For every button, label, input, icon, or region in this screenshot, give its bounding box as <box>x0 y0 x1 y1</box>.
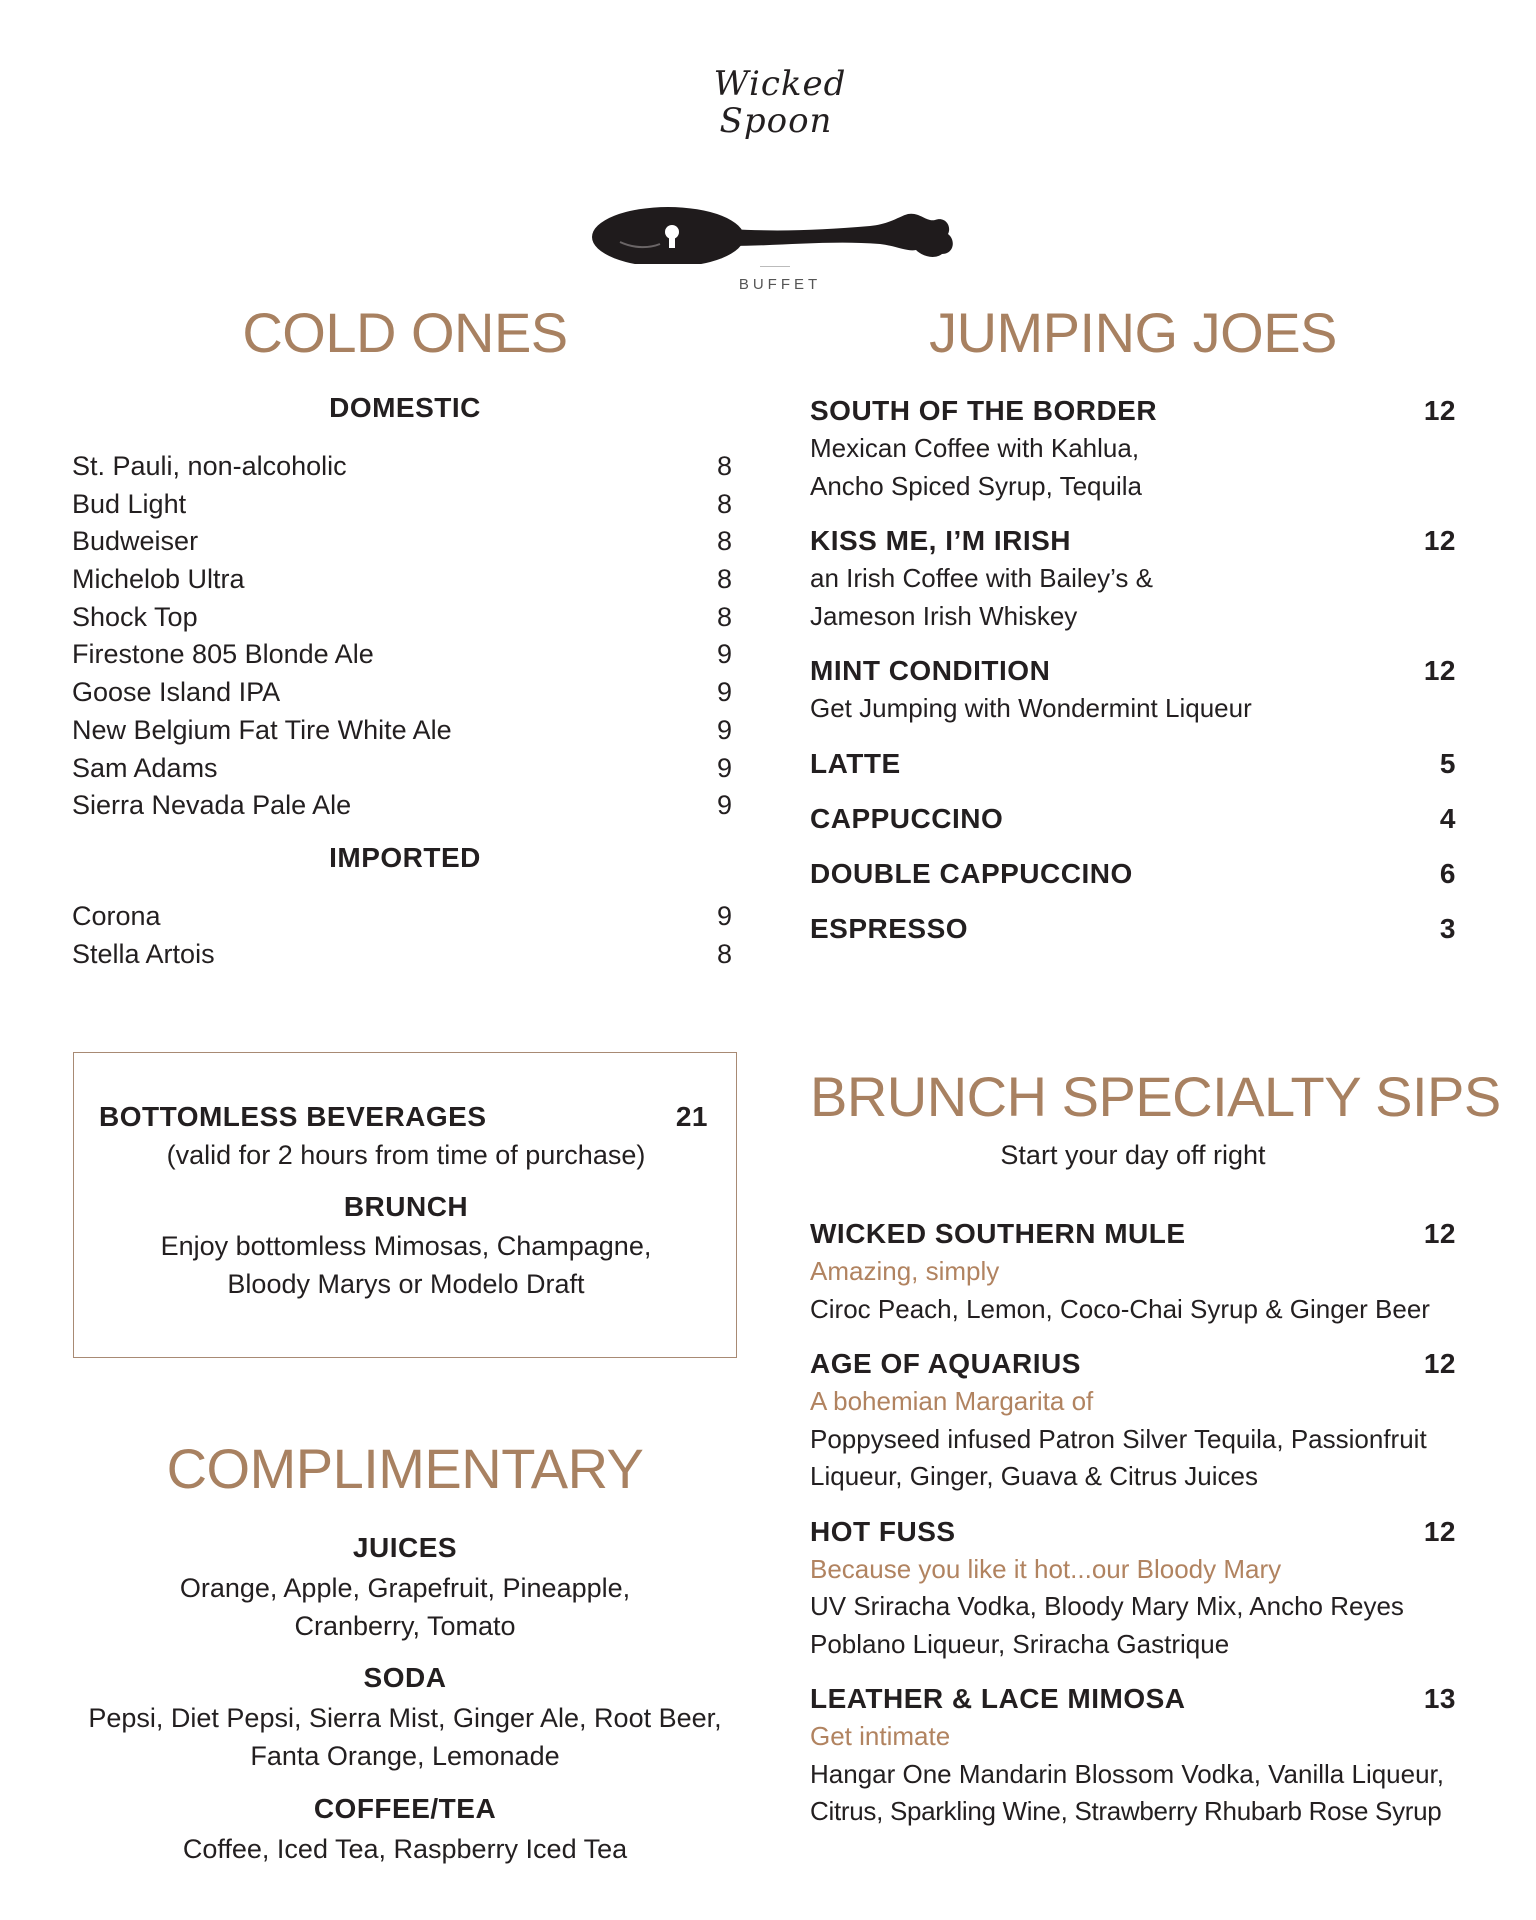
menu-item-header <box>810 745 1456 783</box>
item-description: Hangar One Mandarin Blossom Vodka, Vanilla Liqueur, <box>810 1758 1445 1789</box>
list-item <box>72 561 732 599</box>
item-description: Ancho Spiced Syrup, Tequila <box>810 470 1142 501</box>
imported-beer-list <box>72 898 732 973</box>
item-description: Poppyseed infused Patron Silver Tequila, Passionfruit <box>810 1423 1427 1454</box>
beer-price: 8 <box>716 938 732 969</box>
item-price: 12 <box>1423 525 1456 556</box>
coffee-tea-list <box>72 1831 738 1869</box>
item-tagline: Get intimate <box>810 1721 951 1751</box>
list-item <box>72 448 732 486</box>
beer-price: 8 <box>716 488 732 519</box>
brunch-sips-menu <box>810 1215 1456 1831</box>
bottomless-description <box>74 1228 738 1303</box>
item-description: Mexican Coffee with Kahlua, <box>810 433 1140 463</box>
bottomless-header <box>99 1098 708 1136</box>
bottomless-price: 21 <box>675 1101 708 1132</box>
item-tagline: Amazing, simply <box>810 1256 1000 1286</box>
beer-name: St. Pauli, non-alcoholic <box>72 451 347 481</box>
juices-heading: JUICES <box>352 1532 458 1563</box>
item-name: MINT CONDITION <box>810 655 1051 686</box>
brunch-sips-title: BRUNCH SPECIALTY SIPS <box>810 1065 1501 1128</box>
beer-price: 9 <box>716 752 732 783</box>
list-item <box>72 898 732 936</box>
beer-price: 9 <box>716 639 732 670</box>
item-name: ESPRESSO <box>810 912 969 944</box>
item-description: Ciroc Peach, Lemon, Coco-Chai Syrup & Ginger Beer <box>810 1293 1430 1324</box>
item-price: 5 <box>1439 747 1456 779</box>
imported-heading: IMPORTED <box>329 842 481 873</box>
beer-price: 9 <box>716 901 732 931</box>
item-price: 12 <box>1423 395 1456 426</box>
list-item <box>72 674 732 712</box>
item-name: AGE OF AQUARIUS <box>810 1348 1081 1379</box>
soda-line: Fanta Orange, Lemonade <box>250 1740 560 1771</box>
beer-price: 8 <box>716 526 732 557</box>
beer-name: Stella Artois <box>72 938 215 969</box>
logo-tagline: BUFFET <box>738 276 822 293</box>
beer-name: Shock Top <box>72 601 198 632</box>
menu-item-header <box>810 1680 1456 1718</box>
list-item <box>72 636 732 674</box>
jumping-joes-title: JUMPING JOES <box>929 301 1337 364</box>
item-name: DOUBLE CAPPUCCINO <box>810 857 1133 889</box>
menu-item-header <box>810 800 1456 838</box>
beer-name: Goose Island IPA <box>72 677 281 708</box>
list-item <box>72 936 732 974</box>
beer-name: New Belgium Fat Tire White Ale <box>72 714 452 745</box>
list-item <box>72 750 732 788</box>
menu-item-header <box>810 1345 1456 1383</box>
beer-price: 9 <box>716 677 732 708</box>
item-tagline: A bohemian Margarita of <box>810 1386 1094 1416</box>
beer-price: 9 <box>716 714 732 745</box>
soda-list <box>72 1700 738 1775</box>
coffee-tea-heading: COFFEE/TEA <box>313 1793 497 1824</box>
item-name: HOT FUSS <box>810 1515 956 1547</box>
coffee-menu <box>810 392 1456 948</box>
list-item <box>72 523 732 561</box>
item-price: 12 <box>1423 1218 1456 1249</box>
menu-item-header <box>810 522 1456 560</box>
list-item <box>72 599 732 637</box>
bottomless-note: (valid for 2 hours from time of purchase) <box>166 1140 646 1170</box>
brunch-heading: BRUNCH <box>343 1191 469 1222</box>
beer-name: Sierra Nevada Pale Ale <box>72 790 352 821</box>
item-description: Jameson Irish Whiskey <box>810 600 1078 631</box>
beer-price: 8 <box>716 451 732 481</box>
item-description: an Irish Coffee with Bailey’s & <box>810 563 1153 593</box>
logo-line1: Wicked <box>713 64 847 104</box>
bottomless-line: Enjoy bottomless Mimosas, Champagne, <box>160 1231 652 1261</box>
complimentary-title: COMPLIMENTARY <box>166 1437 644 1500</box>
logo <box>590 64 970 293</box>
item-tagline: Because you like it hot...our Bloody Mary <box>810 1553 1282 1584</box>
bottomless-beverages-box <box>73 1052 737 1358</box>
menu-item-header <box>810 392 1456 430</box>
item-price: 4 <box>1439 802 1456 834</box>
item-price: 3 <box>1439 912 1456 944</box>
soda-line: Pepsi, Diet Pepsi, Sierra Mist, Ginger Ale, Root Beer, <box>88 1703 722 1733</box>
beer-name: Corona <box>72 901 161 931</box>
beer-name: Budweiser <box>72 526 199 557</box>
menu-item-header <box>810 910 1456 948</box>
item-name: LATTE <box>810 747 901 779</box>
item-name: KISS ME, I’M IRISH <box>810 525 1072 556</box>
menu-item-header <box>810 652 1456 690</box>
soda-heading: SODA <box>363 1662 447 1693</box>
item-price: 13 <box>1423 1683 1456 1714</box>
item-price: 12 <box>1423 1348 1456 1379</box>
logo-line2: Spoon <box>719 101 833 141</box>
coffee-tea-line: Coffee, Iced Tea, Raspberry Iced Tea <box>182 1834 628 1864</box>
list-item <box>72 486 732 524</box>
bottomless-name: BOTTOMLESS BEVERAGES <box>99 1101 487 1132</box>
juices-line: Orange, Apple, Grapefruit, Pineapple, <box>179 1573 631 1603</box>
item-description: UV Sriracha Vodka, Bloody Mary Mix, Ancho Reyes <box>810 1591 1404 1621</box>
bottomless-line: Bloody Marys or Modelo Draft <box>227 1268 585 1299</box>
beer-price: 9 <box>716 790 732 821</box>
beer-name: Sam Adams <box>72 752 218 783</box>
cold-ones-title: COLD ONES <box>242 301 568 364</box>
menu-item-header <box>810 855 1456 893</box>
item-description: Poblano Liqueur, Sriracha Gastrique <box>810 1628 1230 1659</box>
beer-price: 8 <box>716 601 732 632</box>
item-price: 12 <box>1423 655 1456 686</box>
item-description: Citrus, Sparkling Wine, Strawberry Rhubarb Rose Syrup <box>810 1796 1442 1826</box>
item-description: Get Jumping with Wondermint Liqueur <box>810 693 1252 723</box>
domestic-heading: DOMESTIC <box>329 392 481 423</box>
logo-divider <box>760 266 790 267</box>
spoon-icon <box>590 134 970 264</box>
item-description: Liqueur, Ginger, Guava & Citrus Juices <box>810 1461 1259 1491</box>
beer-name: Firestone 805 Blonde Ale <box>72 639 374 670</box>
menu-item-header <box>810 1215 1456 1253</box>
menu-item-header <box>810 1513 1456 1551</box>
list-item <box>72 787 732 825</box>
domestic-beer-list <box>72 448 732 825</box>
list-item <box>72 712 732 750</box>
beer-name: Michelob Ultra <box>72 564 245 595</box>
juices-list <box>72 1570 738 1645</box>
item-price: 6 <box>1439 857 1456 889</box>
item-price: 12 <box>1423 1515 1456 1547</box>
beer-price: 8 <box>716 564 732 595</box>
beer-name: Bud Light <box>72 488 187 519</box>
item-name: CAPPUCCINO <box>810 802 1004 834</box>
item-name: WICKED SOUTHERN MULE <box>810 1218 1186 1249</box>
item-name: LEATHER & LACE MIMOSA <box>810 1683 1186 1714</box>
juices-line: Cranberry, Tomato <box>294 1610 516 1641</box>
brunch-sips-subtitle: Start your day off right <box>1000 1140 1266 1170</box>
item-name: SOUTH OF THE BORDER <box>810 395 1158 426</box>
